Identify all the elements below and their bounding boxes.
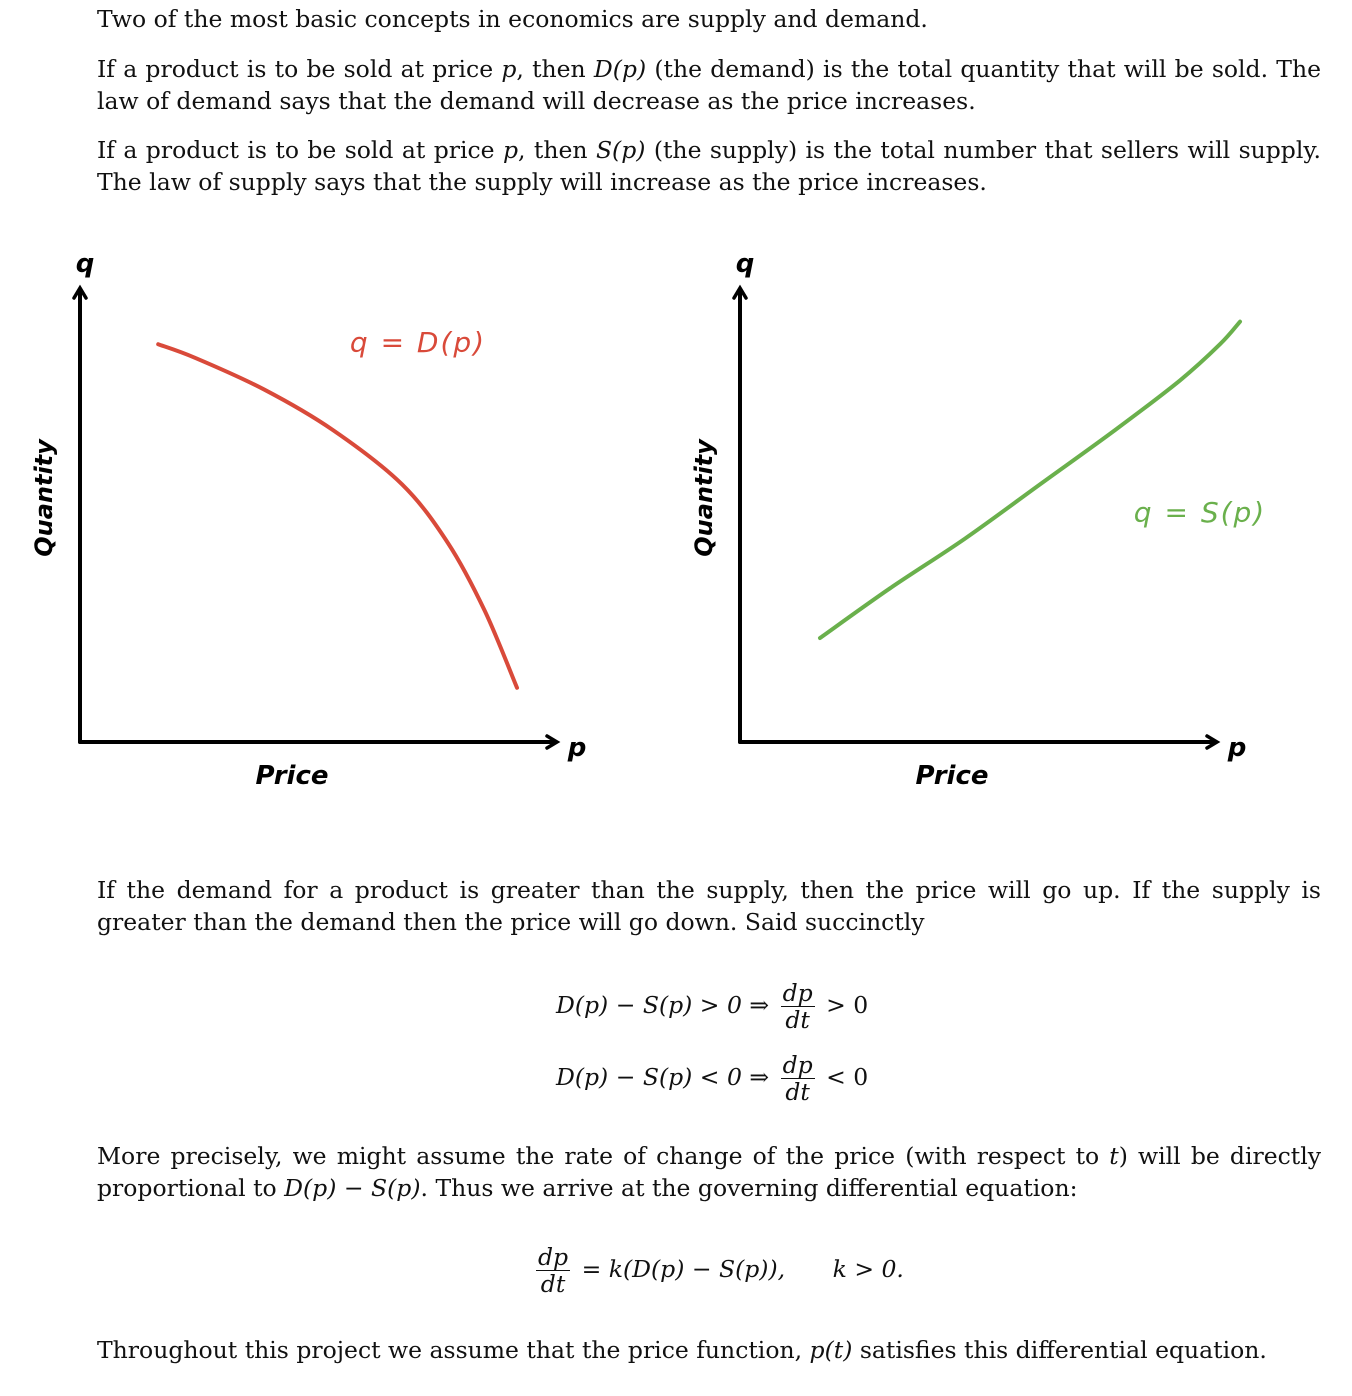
chart1-series-line	[158, 344, 517, 688]
chart1-y-axis-label: Quantity	[30, 439, 58, 557]
math-var: t	[1109, 1142, 1119, 1170]
eq3-numerator: dp	[538, 1243, 569, 1271]
text-run: ) will be directly proportional to	[97, 1142, 1321, 1202]
math-expr: D(p) − S(p)	[284, 1174, 421, 1202]
chart1-curve-label: q = D(p)	[349, 326, 487, 359]
chart1-y-axis-symbol: q	[75, 249, 95, 279]
eq2-lhs: D(p) − S(p) < 0 ⇒	[556, 1063, 770, 1091]
equation-1	[556, 980, 868, 1033]
chart1-x-axis-label: Price	[255, 761, 329, 791]
chart2-series-line	[820, 322, 1240, 638]
text-run: More precisely, we might assume the rate of change of the price (with respect to	[97, 1142, 1110, 1170]
body-paragraph-4	[97, 874, 1321, 938]
eq1-numerator: dp	[782, 979, 813, 1007]
text-run: satisfies this differential equation.	[852, 1336, 1267, 1364]
intro-paragraph-2	[97, 53, 1321, 117]
eq3-denominator: dt	[540, 1270, 566, 1298]
eq1-rhs: > 0	[826, 991, 869, 1019]
body-paragraph-5	[97, 1140, 1321, 1204]
supply-demand-figures	[0, 230, 1352, 830]
text-run: If a product is to be sold at price	[97, 55, 502, 83]
eq2-fraction	[781, 1052, 815, 1105]
eq1-denominator: dt	[785, 1006, 810, 1034]
text-run: , then	[518, 136, 596, 164]
body-paragraph-6	[97, 1334, 1321, 1366]
chart2-y-axis-label: Quantity	[690, 439, 718, 557]
text-run: (the supply) is the total number that sellers will supply. The law of supply says that the supply will increase as the price increases.	[97, 136, 1321, 196]
eq1-fraction	[781, 980, 815, 1033]
chart2-x-axis-label: Price	[915, 761, 989, 791]
math-expr: p(t)	[809, 1336, 853, 1364]
text-run: , then	[516, 55, 594, 83]
eq2-numerator: dp	[782, 1051, 813, 1079]
chart2-x-axis-symbol: p	[1227, 733, 1247, 763]
chart2-curve-label: q = S(p)	[1133, 496, 1267, 529]
equation-2	[556, 1052, 868, 1105]
intro-paragraph-1	[97, 3, 1321, 35]
eq3-fraction	[536, 1244, 570, 1297]
eq2-denominator: dt	[785, 1078, 810, 1106]
chart2-y-axis-symbol: q	[735, 249, 755, 279]
eq2-rhs: < 0	[826, 1063, 869, 1091]
eq3-condition: k > 0.	[832, 1255, 904, 1283]
math-expr: D(p)	[593, 55, 647, 83]
body-text-4: If the demand for a product is greater than the supply, then the price will go up. If the supply is greater than the demand then the price will go down. Said succinctly	[97, 876, 1321, 936]
intro-text-1: Two of the most basic concepts in economics are supply and demand.	[97, 5, 928, 33]
intro-paragraph-3	[97, 134, 1321, 198]
text-run: If a product is to be sold at price	[97, 136, 503, 164]
math-expr: S(p)	[595, 136, 646, 164]
equation-3	[532, 1244, 904, 1297]
math-var: p	[501, 55, 517, 83]
eq3-rhs: = k(D(p) − S(p)),	[581, 1255, 786, 1283]
chart1-x-axis-symbol: p	[567, 733, 587, 763]
text-run: Throughout this project we assume that the price function,	[97, 1336, 810, 1364]
eq1-lhs: D(p) − S(p) > 0 ⇒	[556, 991, 770, 1019]
text-run: . Thus we arrive at the governing differential equation:	[420, 1174, 1078, 1202]
math-var: p	[503, 136, 519, 164]
text-run: (the demand) is the total quantity that will be sold. The law of demand says that the demand will decrease as the price increases.	[97, 55, 1321, 115]
